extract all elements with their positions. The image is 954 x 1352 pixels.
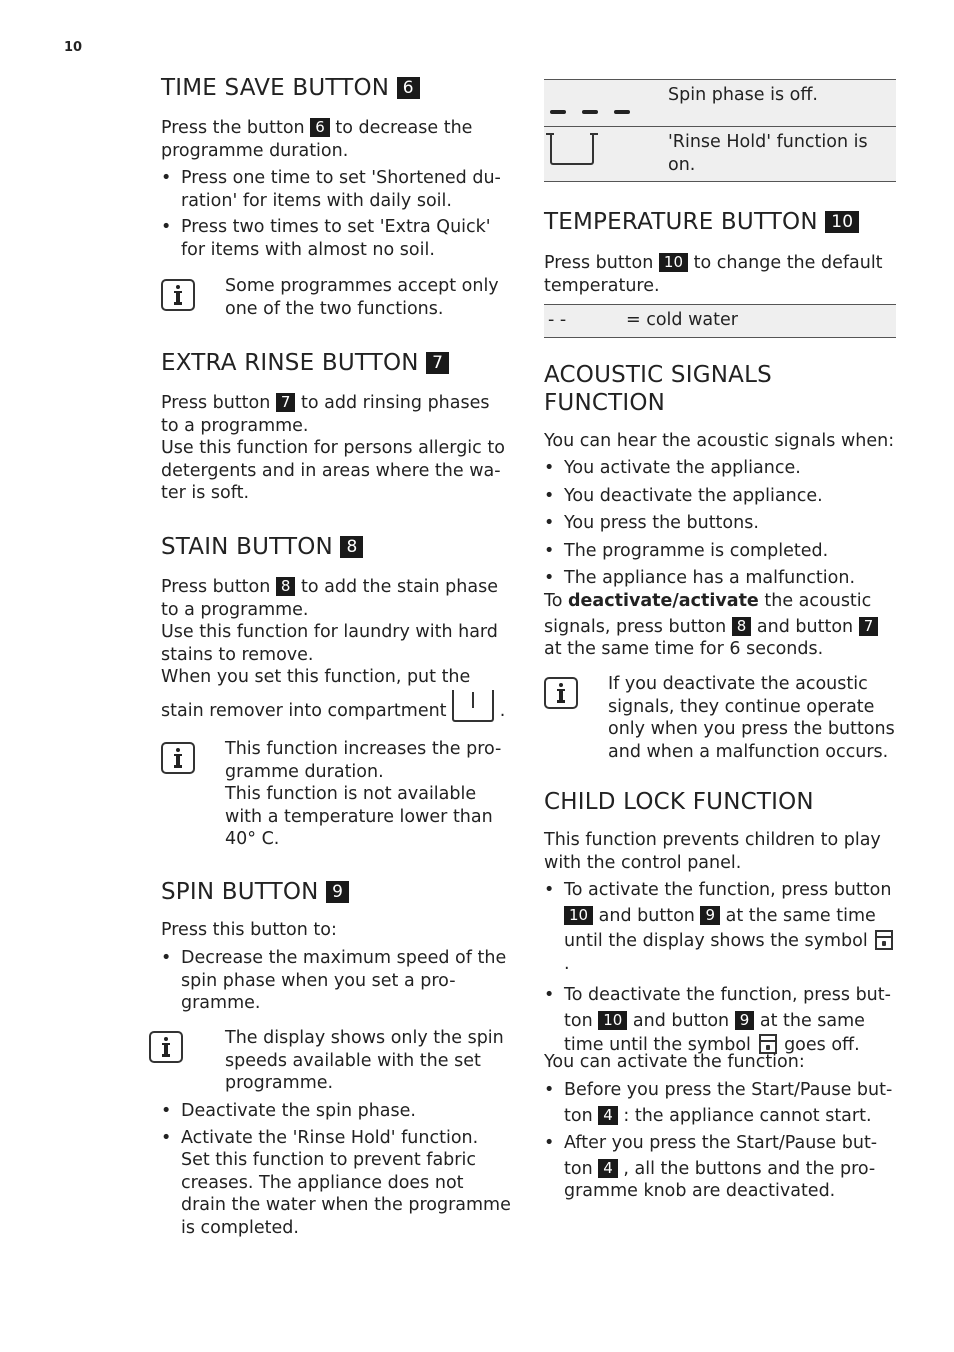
time-save-list — [161, 167, 511, 261]
acoustic-text: To deactivate/activate the acoustic signals, press button 8 and button 7 at the same time for 6 seconds. — [544, 590, 896, 661]
list-item: • Press two times to set 'Extra Quick' for items with almost no soil. — [161, 216, 511, 261]
page-number: 10 — [64, 40, 83, 55]
info-icon — [161, 279, 195, 311]
list-item: • The appliance has a malfunction. — [544, 567, 896, 590]
child-lock-section — [544, 788, 896, 816]
info-icon — [161, 742, 195, 774]
time-save-text: Press the button 6 to decrease the programme duration. — [161, 118, 473, 161]
spin-off-dashes-icon — [582, 110, 598, 114]
table-row — [544, 79, 896, 126]
list-item: • To activate the function, press button 10 and button 9 at the same time until the display shows the symbol . — [544, 879, 896, 975]
stain-compartment-icon — [452, 690, 494, 722]
list-item: • After you press the Start/Pause but- ton 4 , all the buttons and the pro- gramme knob are deactivated. — [544, 1132, 896, 1203]
spin-note: The display shows only the spin speeds available with the set programme. — [225, 1028, 504, 1093]
table-row — [544, 126, 896, 182]
stain-section — [161, 533, 511, 561]
temperature-heading: TEMPERATURE BUTTON 10 — [544, 208, 896, 236]
child-lock-icon — [875, 930, 893, 950]
extra-rinse-section — [161, 349, 511, 377]
child-lock-list-2 — [544, 1079, 896, 1203]
child-lock-heading: CHILD LOCK FUNCTION — [544, 789, 814, 815]
list-item: • You deactivate the appliance. — [544, 485, 896, 508]
list-item: • Press one time to set 'Shortened du-ration' for items with daily soil. — [161, 167, 511, 212]
rinse-hold-icon — [550, 133, 594, 165]
acoustic-heading: ACOUSTIC SIGNALS FUNCTION — [544, 362, 772, 416]
extra-rinse-text: Press button 7 to add rinsing phases to a programme. Use this function for persons allergic to detergents and in areas where the wa-ter is soft. — [161, 393, 505, 503]
table-cell: = cold water — [626, 310, 738, 330]
list-item: • To deactivate the function, press but- ton 10 and button 9 at the same time until the symbol goes off. — [544, 984, 896, 1057]
table-cell: 'Rinse Hold' function is on. — [668, 132, 868, 175]
temperature-section — [544, 208, 896, 236]
child-lock-intro: This function prevents children to play with the control panel. — [544, 830, 881, 873]
list-item: • You activate the appliance. — [544, 457, 896, 480]
list-item: • Before you press the Start/Pause but- ton 4 : the appliance cannot start. — [544, 1079, 896, 1127]
time-save-heading: TIME SAVE BUTTON 6 — [161, 74, 511, 102]
table-row — [544, 304, 896, 338]
child-lock-list — [544, 879, 896, 1057]
acoustic-note: If you deactivate the acoustic signals, they continue operate only when you press the buttons and when a malfunction occurs. — [608, 674, 895, 762]
spin-section — [161, 878, 511, 906]
stain-note: This function increases the pro-gramme duration. This function is not available with a temperature lower than 40° C. — [225, 739, 502, 849]
list-item: • Activate the 'Rinse Hold' function. Set this function to prevent fabric creases. The appliance does not drain the water when the programme is completed. — [161, 1127, 511, 1240]
acoustic-list — [544, 457, 896, 590]
info-icon — [544, 677, 578, 709]
spin-off-dashes-icon — [614, 110, 630, 114]
list-item: • Deactivate the spin phase. — [161, 1100, 511, 1123]
extra-rinse-heading: EXTRA RINSE BUTTON 7 — [161, 349, 511, 377]
spin-list-2 — [161, 1100, 511, 1239]
info-icon — [149, 1031, 183, 1063]
list-item: • Decrease the maximum speed of the spin phase when you set a pro-gramme. — [161, 947, 511, 1015]
time-save-note: Some programmes accept only one of the two functions. — [225, 276, 499, 319]
time-save-section — [161, 74, 511, 102]
table-cell: - - — [548, 310, 567, 330]
stain-text: Press button 8 to add the stain phase to a programme. Use this function for laundry with hard stains to remove. When you set this function, put the — [161, 577, 498, 687]
spin-list — [161, 947, 511, 1015]
spin-off-dashes-icon — [550, 110, 566, 114]
child-lock-can: You can activate the function: — [544, 1052, 805, 1072]
table-cell: Spin phase is off. — [668, 85, 818, 105]
list-item: • You press the buttons. — [544, 512, 896, 535]
temperature-text: Press button 10 to change the default temperature. — [544, 253, 883, 296]
stain-compartment-line: stain remover into compartment . — [161, 690, 511, 723]
acoustic-section — [544, 361, 896, 417]
stain-heading: STAIN BUTTON 8 — [161, 533, 511, 561]
list-item: • The programme is completed. — [544, 540, 896, 563]
acoustic-intro: You can hear the acoustic signals when: — [544, 431, 895, 451]
spin-intro: Press this button to: — [161, 920, 337, 940]
spin-heading: SPIN BUTTON 9 — [161, 878, 511, 906]
